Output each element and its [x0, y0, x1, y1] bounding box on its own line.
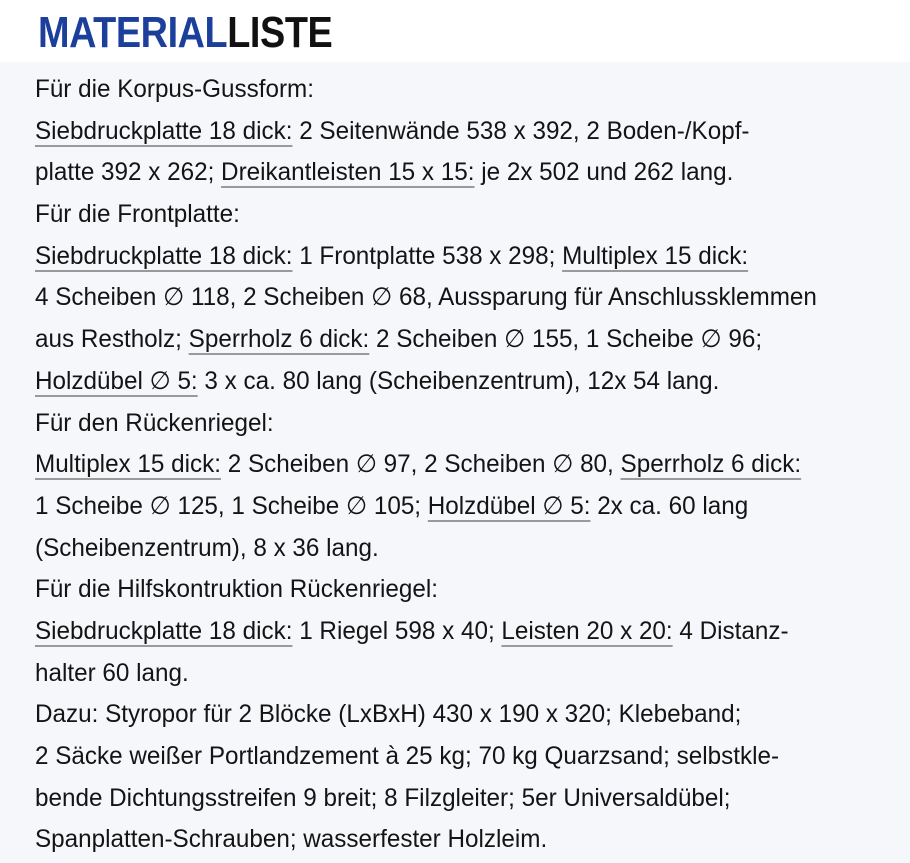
text-line: [35, 487, 817, 529]
text-segment: 4 Distanz-: [672, 616, 789, 645]
text-segment: 1 Riegel 598 x 40;: [292, 616, 502, 645]
text-segment: Für die Hilfskontruktion Rückenriegel:: [35, 575, 439, 604]
text-line: [35, 820, 817, 862]
text-line: [35, 153, 817, 195]
material-term: Dreikantleisten 15 x 15:: [221, 158, 475, 187]
text-segment: Für die Frontplatte:: [35, 200, 240, 229]
material-term: Sperrholz 6 dick:: [188, 325, 370, 354]
text-line: [35, 278, 817, 320]
text-segment: je 2x 502 und 262 lang.: [474, 158, 734, 187]
text-line: [35, 445, 817, 487]
text-segment: platte 392 x 262;: [35, 158, 222, 187]
text-segment: (Scheibenzentrum), 8 x 36 lang.: [35, 533, 379, 562]
text-line: [35, 779, 817, 821]
text-line: [35, 654, 817, 696]
text-segment: Für den Rückenriegel:: [35, 408, 274, 437]
text-segment: 2 Scheiben ∅ 97, 2 Scheiben ∅ 80,: [220, 450, 621, 479]
text-line: [35, 612, 817, 654]
material-term: Multiplex 15 dick:: [562, 241, 749, 270]
text-segment: bende Dichtungsstreifen 9 breit; 8 Filzgleiter; 5er Universaldübel;: [35, 783, 731, 812]
text-segment: halter 60 lang.: [35, 658, 189, 687]
material-term: Siebdruckplatte 18 dick:: [35, 116, 293, 145]
text-line: [35, 70, 817, 112]
text-line: [35, 695, 817, 737]
text-segment: aus Restholz;: [35, 325, 189, 354]
material-term: Leisten 20 x 20:: [501, 616, 673, 645]
page-title: [38, 8, 332, 58]
title-part-material: MATERIAL: [38, 8, 228, 57]
material-term: Holzdübel ∅ 5:: [427, 491, 591, 520]
text-segment: 1 Scheibe ∅ 125, 1 Scheibe ∅ 105;: [35, 491, 428, 520]
text-segment: 1 Frontplatte 538 x 298;: [292, 241, 563, 270]
title-part-liste: LISTE: [227, 8, 333, 57]
text-segment: 2x ca. 60 lang: [590, 491, 749, 520]
text-line: [35, 112, 817, 154]
text-line: [35, 404, 817, 446]
text-line: [35, 195, 817, 237]
text-segment: 3 x ca. 80 lang (Scheibenzentrum), 12x 54 lang.: [197, 366, 720, 395]
text-segment: Für die Korpus-Gussform:: [35, 75, 314, 103]
material-term: Siebdruckplatte 18 dick:: [35, 241, 293, 270]
text-segment: 4 Scheiben ∅ 118, 2 Scheiben ∅ 68, Aussparung für Anschlussklemmen: [35, 283, 817, 312]
material-term: Sperrholz 6 dick:: [620, 450, 802, 479]
text-line: [35, 362, 817, 404]
material-list-text: [35, 70, 841, 862]
text-line: [35, 570, 817, 612]
material-term: Siebdruckplatte 18 dick:: [35, 616, 293, 645]
text-segment: 2 Säcke weißer Portlandzement à 25 kg; 70 kg Quarzsand; selbstkle-: [35, 742, 780, 770]
text-segment: 2 Seitenwände 538 x 392, 2 Boden-/Kopf-: [292, 116, 750, 145]
text-line: [35, 237, 817, 279]
text-segment: Spanplatten-Schrauben; wasserfester Holzleim.: [35, 825, 548, 854]
material-term: Multiplex 15 dick:: [35, 450, 221, 479]
text-segment: Dazu: Styropor für 2 Blöcke (LxBxH) 430 x 190 x 320; Klebeband;: [35, 700, 742, 729]
text-line: [35, 737, 817, 779]
material-term: Holzdübel ∅ 5:: [35, 366, 198, 395]
text-line: [35, 320, 817, 362]
text-line: [35, 529, 817, 571]
text-segment: 2 Scheiben ∅ 155, 1 Scheibe ∅ 96;: [369, 325, 763, 354]
